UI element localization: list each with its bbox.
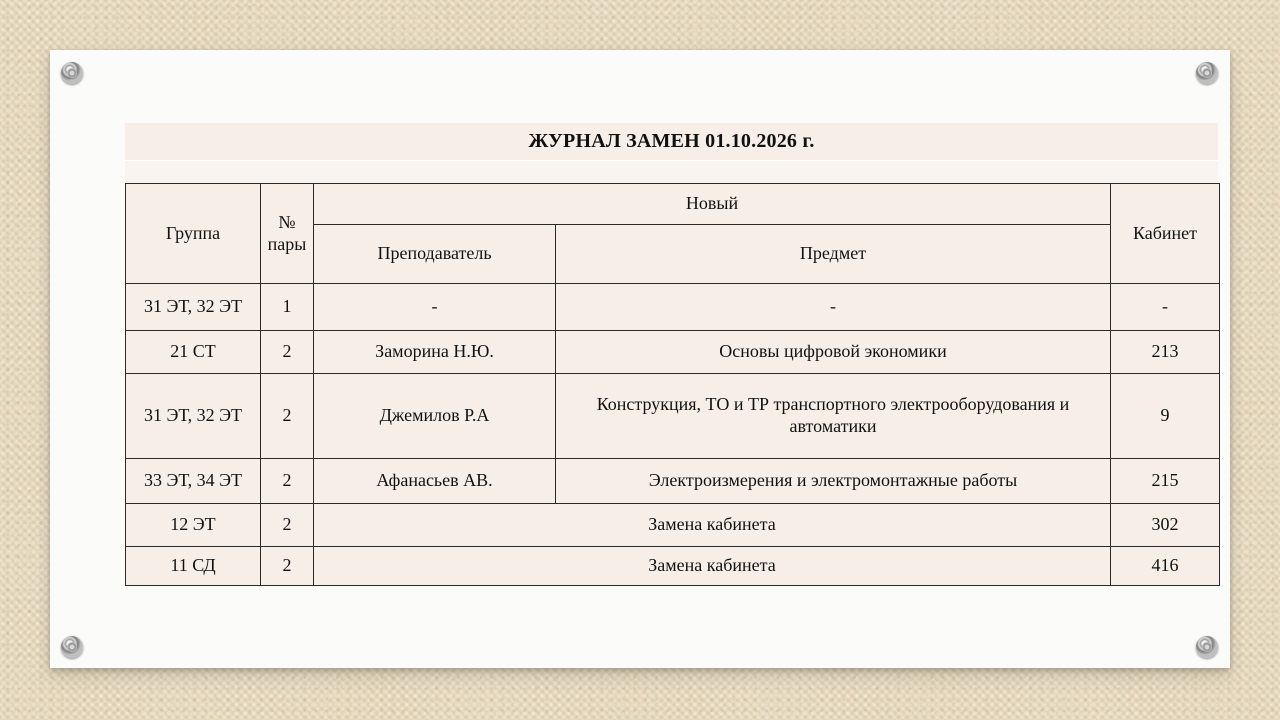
- header-teacher: Преподаватель: [314, 225, 556, 284]
- slide-card: [50, 50, 1230, 668]
- substitution-table: [125, 183, 1220, 586]
- table-row: [126, 459, 1220, 504]
- journal-title: ЖУРНАЛ ЗАМЕН 01.10.2026 г.: [125, 123, 1218, 160]
- cell-subject: -: [556, 284, 1111, 331]
- cell-subject: Электроизмерения и электромонтажные работы: [556, 459, 1111, 504]
- header-group: Группа: [126, 184, 261, 284]
- cell-group: 33 ЭТ, 34 ЭТ: [126, 459, 261, 504]
- header-new: Новый: [314, 184, 1111, 225]
- table-row: [126, 547, 1220, 586]
- header-pair-word: пары: [267, 233, 307, 254]
- cell-teacher: -: [314, 284, 556, 331]
- rivet-icon: [61, 636, 83, 658]
- cell-cabinet: -: [1111, 284, 1220, 331]
- title-spacer: [125, 160, 1218, 184]
- cell-cabinet: 302: [1111, 504, 1220, 547]
- cell-teacher: Заморина Н.Ю.: [314, 331, 556, 374]
- rivet-icon: [61, 62, 83, 84]
- cell-pair: 2: [261, 504, 314, 547]
- cell-group: 12 ЭТ: [126, 504, 261, 547]
- cell-teacher: Афанасьев АВ.: [314, 459, 556, 504]
- cell-pair: 2: [261, 547, 314, 586]
- header-pair-number: №: [278, 211, 296, 232]
- cell-merged-note: Замена кабинета: [314, 504, 1111, 547]
- cell-teacher: Джемилов Р.А: [314, 374, 556, 459]
- header-row: [126, 184, 1220, 225]
- header-subject: Предмет: [556, 225, 1111, 284]
- cell-pair: 2: [261, 331, 314, 374]
- cell-pair: 2: [261, 374, 314, 459]
- table-row: [126, 504, 1220, 547]
- table-row: [126, 374, 1220, 459]
- rivet-icon: [1196, 62, 1218, 84]
- cell-cabinet: 416: [1111, 547, 1220, 586]
- cell-cabinet: 9: [1111, 374, 1220, 459]
- header-cabinet: Кабинет: [1111, 184, 1220, 284]
- header-pair: [261, 184, 314, 284]
- rivet-icon: [1196, 636, 1218, 658]
- cell-subject: Основы цифровой экономики: [556, 331, 1111, 374]
- cell-cabinet: 215: [1111, 459, 1220, 504]
- cell-cabinet: 213: [1111, 331, 1220, 374]
- cell-subject: Конструкция, ТО и ТР транспортного электрооборудования и автоматики: [556, 374, 1111, 459]
- table-row: [126, 284, 1220, 331]
- cell-merged-note: Замена кабинета: [314, 547, 1111, 586]
- cell-pair: 2: [261, 459, 314, 504]
- cell-group: 11 СД: [126, 547, 261, 586]
- cell-group: 31 ЭТ, 32 ЭТ: [126, 374, 261, 459]
- cell-group: 31 ЭТ, 32 ЭТ: [126, 284, 261, 331]
- cell-group: 21 СТ: [126, 331, 261, 374]
- table-row: [126, 331, 1220, 374]
- cell-pair: 1: [261, 284, 314, 331]
